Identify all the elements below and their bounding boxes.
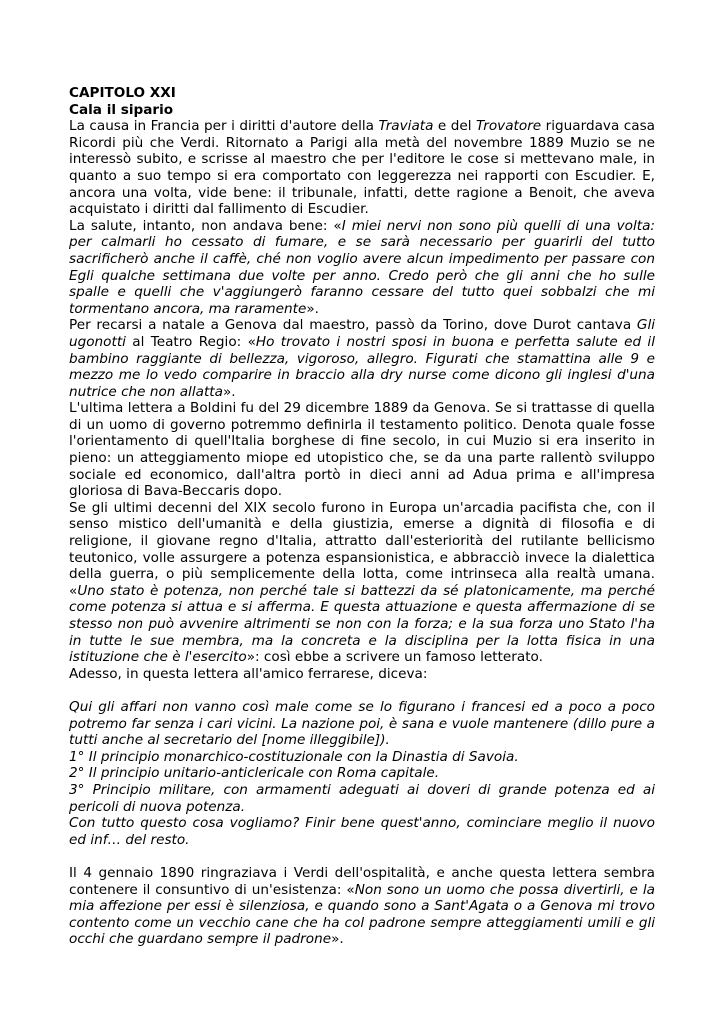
paragraph-1 [69,118,655,218]
text-run: ». [306,300,319,317]
text-run: La salute, intanto, non andava bene: « [69,217,342,234]
text-run: ». [331,931,344,948]
opera-title: Trovatore [476,118,542,135]
spacer [69,682,655,699]
text-run: e del [433,118,477,135]
letter-quote-3: 2° Il principio unitario-anticlericale con Roma capitale. [69,765,440,782]
letter-quote-1: Qui gli affari non vanno così male come se lo figurano i francesi ed a poco a poco potremo far senza i cari vicini. La nazione poi, è sana e vuole mantenere (dillo pure a tutti anche al secretario del [nome illeggibile]). [69,698,655,749]
paragraph-7 [69,865,655,948]
quoted-letter: Ho trovato i nostri sposi in buona e perfetta salute ed il bambino raggiante di bellezza, vigoroso, allegro. Figurati che stamattina alle 9 e mezzo me lo vedo comparire in braccio alla dry nurse come dicono gli inglesi d'una nutrice che non allatta [69,333,655,400]
text-run: Se gli ultimi decenni del XIX secolo furono in Europa un'arcadia pacifista che, con il senso mistico dell'umanità e della giustizia, emerse a dignità di filosofia e di religione, il giovane regno d'Italia, attratto dall'esteriorità del rutilante bellicismo teutonico, volle assurgere a potenza espansionistica, e abbracciò invece la dialettica della guerra, o più semplicemente della lotta, come intrinseca alla realtà umana. « [69,499,655,599]
text-run: Per recarsi a natale a Genova dal maestro, passò da Torino, dove Durot cantava [69,317,637,334]
text-run: La causa in Francia per i diritti d'autore della [69,118,379,135]
text-run: al Teatro Regio: « [125,333,256,350]
opera-title: Traviata [378,118,434,135]
paragraph-5 [69,500,655,666]
opera-title: Gli ugonotti [69,317,655,350]
paragraph-4: L'ultima lettera a Boldini fu del 29 dicembre 1889 da Genova. Se si trattasse di quella di un uomo di governo potremmo definirla il testamento politico. Denota quale fosse l'orientamento di quell'Italia borghese di fine secolo, in cui Muzio si era inserito in pieno: un atteggiamento miope ed utopistico che, se da una parte rallentò sviluppo sociale ed economico, dall'altra portò in dieci anni ad Adua prima e all'impresa gloriosa di Bava-Beccaris dopo. [69,400,655,500]
chapter-title: Cala il sipario [69,101,174,118]
text-run: Il 4 gennaio 1890 ringraziava i Verdi dell'ospitalità, e anche questa lettera sembra contenere il consuntivo di un'esistenza: « [69,864,655,898]
quoted-letter: Non sono un uomo che possa divertirli, e la mia affezione per essi è silenziosa, e quando sono a Sant'Agata o a Genova mi trovo contento come un vecchio cane che ha col padrone sempre atteggiamenti umili e gli occhi che guardano sempre il padrone [69,881,655,948]
letter-quote-4: 3° Principio militare, con armamenti adeguati ai doveri di grande potenza ed ai pericoli di nuova potenza. [69,781,655,815]
chapter-number: CAPITOLO XXI [69,85,176,101]
paragraph-6: Adesso, in questa lettera all'amico ferrarese, diceva: [69,665,428,682]
paragraph-2 [69,218,655,318]
quoted-letter: I miei nervi non sono più quelli di una volta: per calmarli ho cessato di fumare, e se sarà necessario per guarirli del tutto sacrificherò anche il caffè, ché non voglio avere alcun impedimento per passare con Egli qualche settimana due volte per anno. Credo però che gli anni che ho sulle spalle e quelli che v'aggiungerò faranno cessare del tutto quei sobbalzi che mi tormentano ancora, ma raramente [69,217,655,317]
quoted-passage: Uno stato è potenza, non perché tale si battezzi da sé platonicamente, ma perché come potenza si attua e si afferma. E questa attuazione e questa affermazione di se stesso non può avvenire altrimenti se non con la forza; e la sua forza uno Stato l'ha in tutte le sue membra, ma la concreta e la disciplina per la lotta fisica in una istituzione che è l'esercito [69,582,655,666]
document-page [69,85,655,948]
letter-quote-2: 1° Il principio monarchico-costituzionale con la Dinastia di Savoia. [69,748,519,765]
text-run: riguardava casa Ricordi più che Verdi. Ritornato a Parigi alla metà del novembre 1889 Muzio se ne interessò subito, e scrisse al maestro che per l'editore le cose si mettevano male, in quanto a suo tempo si era comportato con leggerezza nei rapporti con Escudier. E, ancora una volta, vide bene: il tribunale, infatti, dette ragione a Benoit, che aveva acquistato i diritti dal fallimento di Escudier. [69,118,655,218]
paragraph-3 [69,317,655,400]
spacer [69,848,655,865]
letter-quote-5: Con tutto questo cosa vogliamo? Finir bene quest'anno, cominciare meglio il nuovo ed inf… del resto. [69,815,655,848]
text-run: ». [222,383,236,400]
text-run: »: così ebbe a scrivere un famoso letterato. [246,649,543,666]
